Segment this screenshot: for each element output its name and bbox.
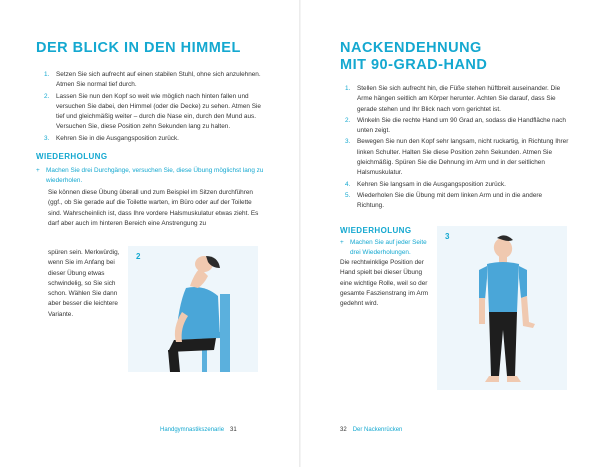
running-footer-text: Handgymnastikszenarie: [160, 427, 225, 433]
photo-number-badge: 2: [136, 252, 141, 261]
left-body-text-narrow: spüren sein. Merkwürdig, wenn Sie im Anfang bei dieser Übung etwas schwindelig, so Sie sich schon. Wählen Sie dann aber besser die leichtere Variante.: [48, 249, 120, 318]
right-step-1: 1. Stellen Sie sich aufrecht hin, die Füße stehen hüftbreit auseinander. Die Arme hängen seitlich am Körper herunter. Achten Sie darauf, dass Sie gerade stehen und Ihr Blick nach vorn gerichtet ist.: [345, 85, 561, 113]
standing-woman-illustration: [437, 226, 567, 390]
left-repeat-note: + Machen Sie drei Durchgänge, versuchen Sie, diese Übung möglichst lang zu wiederholen.: [36, 167, 264, 184]
seated-woman-illustration: [128, 246, 258, 372]
right-repeat-heading: WIEDERHOLUNG: [340, 226, 412, 235]
page-gutter: [299, 0, 301, 467]
left-step-1: 1. Setzen Sie sich aufrecht auf einen stabilen Stuhl, ohne sich anzulehnen. Atmen Sie normal tief durch.: [44, 71, 261, 89]
page-number: 31: [230, 427, 237, 433]
running-footer-text: Der Nackenrücken: [352, 427, 403, 433]
right-repeat-note: + Machen Sie auf jeder Seite drei Wiederholungen.: [340, 239, 427, 256]
right-page-title: NACKENDEHNUNG MIT 90-GRAD-HAND: [340, 40, 488, 73]
left-body-text: Sie können diese Übung überall und zum Beispiel im Sitzen durchführen (ggf., ob Sie gerade auf die Toilette warten, im Büro oder auf der Toilette sind. Wahrscheinlich ist, dass Ihre vordere Halsmuskulatur etwas zieht. Es darf aber auch im hinteren Bereich eine Anstrengung zu: [48, 189, 259, 227]
right-step-3: 3. Bewegen Sie nun den Kopf sehr langsam, nicht ruckartig, in Richtung Ihrer linken Schulter. Halten Sie diese Position zehn Sekunden. Atmen Sie gleichmäßig. Spüren Sie die Dehnung im Arm und in der seitlichen Halsmuskulatur.: [345, 138, 569, 177]
left-page-title: DER BLICK IN DEN HIMMEL: [36, 40, 241, 56]
right-step-2: 2. Winkeln Sie die rechte Hand um 90 Grad an, sodass die Handfläche nach unten zeigt.: [345, 116, 566, 135]
plus-icon: +: [36, 167, 40, 174]
left-step-3: 3. Kehren Sie in die Ausgangsposition zurück.: [44, 134, 179, 142]
left-step-2: 2. Lassen Sie nun den Kopf so weit wie möglich nach hinten fallen und versuchen Sie dabei, den Himmel (oder die Decke) zu sehen. Atmen Sie tief und gleichmäßig weiter – durch die Nase ein, durch den Mund aus. Versuchen Sie, diese Position zehn Sekunden lang zu halten.: [44, 92, 261, 131]
right-page-footer: [340, 427, 402, 433]
left-page-footer: [160, 427, 237, 433]
right-step-list: [345, 84, 569, 213]
page-number: 32: [340, 427, 347, 433]
left-step-list: [44, 70, 266, 145]
right-tip-text: Die rechtwinklige Position der Hand spielt bei dieser Übung eine wichtige Rolle, weil so der gesamte Faszienstrang im Arm gedehnt wird.: [340, 259, 429, 308]
plus-icon: +: [340, 239, 344, 246]
left-repeat-heading: WIEDERHOLUNG: [36, 152, 108, 161]
standing-neck-stretch-photo: [437, 226, 567, 390]
right-step-5: 5. Wiederholen Sie die Übung mit dem linken Arm und in die andere Richtung.: [345, 191, 543, 210]
photo-number-badge: 3: [445, 232, 450, 241]
seated-neck-stretch-photo: [128, 246, 258, 372]
right-step-4: 4. Kehren Sie langsam in die Ausgangsposition zurück.: [345, 180, 506, 188]
